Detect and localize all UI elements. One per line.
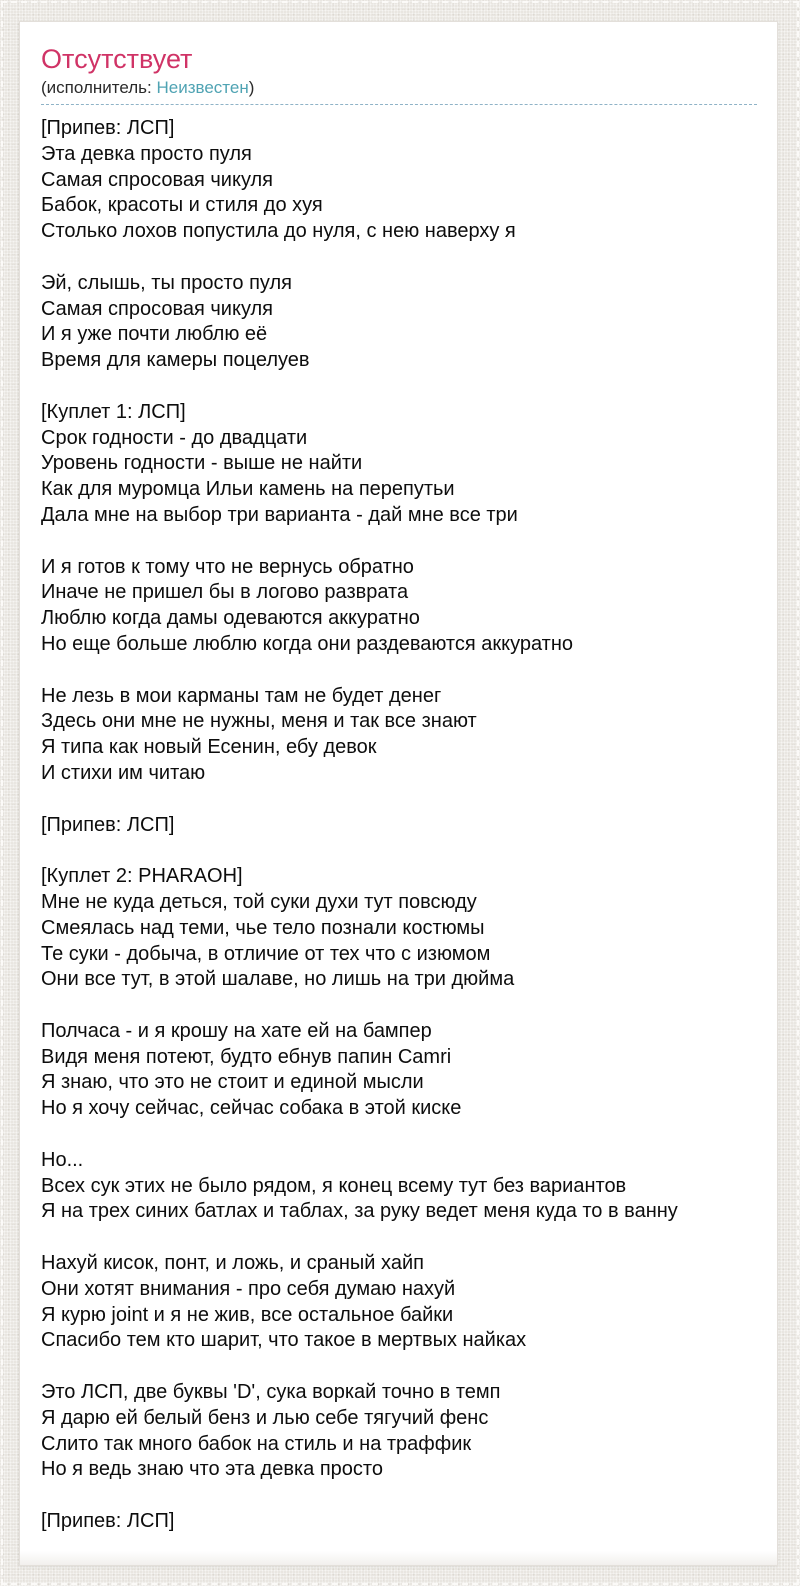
lyric-line: Но я ведь знаю что эта девка просто [41, 1458, 383, 1481]
lyric-line: Я курю joint и я не жив, все остальное байки [41, 1303, 454, 1326]
lyric-line: Самая спросовая чикуля [41, 168, 274, 191]
stanza [41, 1380, 757, 1483]
stanza [41, 864, 757, 993]
stanza [41, 1509, 757, 1535]
lyric-line: Самая спросовая чикуля [41, 297, 274, 320]
artist-subtitle [41, 77, 757, 105]
lyric-line: Они хотят внимания - про себя думаю нахуй [41, 1277, 456, 1300]
lyric-line: Я знаю, что это не стоит и единой мысли [41, 1071, 424, 1094]
lyric-line: Полчаса - и я крошу на хате ей на бампер [41, 1019, 432, 1042]
lyric-line: Бабок, красоты и стиля до хуя [41, 194, 323, 217]
stanza [41, 400, 757, 529]
stanza [41, 684, 757, 787]
lyric-line: И стихи им читаю [41, 761, 206, 784]
lyric-line: Здесь они мне не нужны, меня и так все знают [41, 710, 477, 733]
lyric-line: [Куплет 2: PHARAOH] [41, 865, 243, 888]
lyric-line: И я готов к тому что не вернусь обратно [41, 555, 414, 578]
lyric-line: И я уже почти люблю её [41, 323, 268, 346]
lyric-line: Но... [41, 1148, 84, 1171]
lyric-line: Мне не куда деться, той суки духи тут повсюду [41, 890, 477, 913]
lyric-line: Время для камеры поцелуев [41, 349, 310, 372]
stanza [41, 1019, 757, 1122]
subtitle-suffix: ) [248, 78, 255, 97]
lyric-line: Эй, слышь, ты просто пуля [41, 271, 292, 294]
lyric-line: Срок годности - до двадцати [41, 426, 308, 449]
stanza [41, 1251, 757, 1354]
lyric-line: Всех сук этих не было рядом, я конец всему тут без вариантов [41, 1174, 627, 1197]
lyric-line: Те суки - добыча, в отличие от тех что с изюмом [41, 942, 491, 965]
lyric-line: [Припев: ЛСП] [41, 813, 175, 836]
lyric-line: Спасибо тем кто шарит, что такое в мертвых найках [41, 1329, 527, 1352]
lyric-line: Эта девка просто пуля [41, 142, 252, 165]
song-title: Отсутствует [41, 44, 193, 74]
stanza [41, 271, 757, 374]
lyric-line: Я типа как новый Есенин, ебу девок [41, 736, 377, 759]
lyric-line: Они все тут, в этой шалаве, но лишь на три дюйма [41, 968, 515, 991]
stanza [41, 813, 757, 839]
lyric-line: Дала мне на выбор три варианта - дай мне все три [41, 503, 518, 526]
lyric-line: Как для муромца Ильи камень на перепутьи [41, 478, 455, 501]
lyric-line: Я на трех синих батлах и таблах, за руку ведет меня куда то в ванну [41, 1200, 678, 1223]
lyrics-card [19, 21, 778, 1566]
lyric-line: Слито так много бабок на стиль и на траффик [41, 1432, 472, 1455]
lyric-line: Видя меня потеют, будто ебнув папин Camri [41, 1045, 452, 1068]
lyric-line: Нахуй кисок, понт, и ложь, и сраный хайп [41, 1252, 424, 1275]
lyric-line: Уровень годности - выше не найти [41, 452, 363, 475]
stanza [41, 116, 757, 245]
lyric-line: Но еще больше люблю когда они раздеваются аккуратно [41, 632, 574, 655]
lyric-line: Я дарю ей белый бенз и лью себе тягучий фенс [41, 1406, 489, 1429]
lyric-line: Но я хочу сейчас, сейчас собака в этой киске [41, 1097, 462, 1120]
subtitle-prefix: (исполнитель: [41, 78, 157, 97]
stanza [41, 1148, 757, 1225]
lyric-line: Люблю когда дамы одеваются аккуратно [41, 607, 420, 630]
artist-link[interactable]: Неизвестен [156, 78, 249, 97]
lyric-line: Это ЛСП, две буквы 'D', сука воркай точно в темп [41, 1381, 501, 1404]
lyric-line: Не лезь в мои карманы там не будет денег [41, 684, 442, 707]
lyrics [41, 116, 757, 1535]
lyric-line: Столько лохов попустила до нуля, с нею наверху я [41, 220, 516, 243]
lyric-line: [Припев: ЛСП] [41, 1510, 175, 1533]
lyric-line: Иначе не пришел бы в логово разврата [41, 581, 409, 604]
stanza [41, 555, 757, 658]
lyric-line: [Припев: ЛСП] [41, 117, 175, 139]
lyric-line: Смеялась над теми, чье тело познали костюмы [41, 916, 485, 939]
lyric-line: [Куплет 1: ЛСП] [41, 400, 186, 423]
